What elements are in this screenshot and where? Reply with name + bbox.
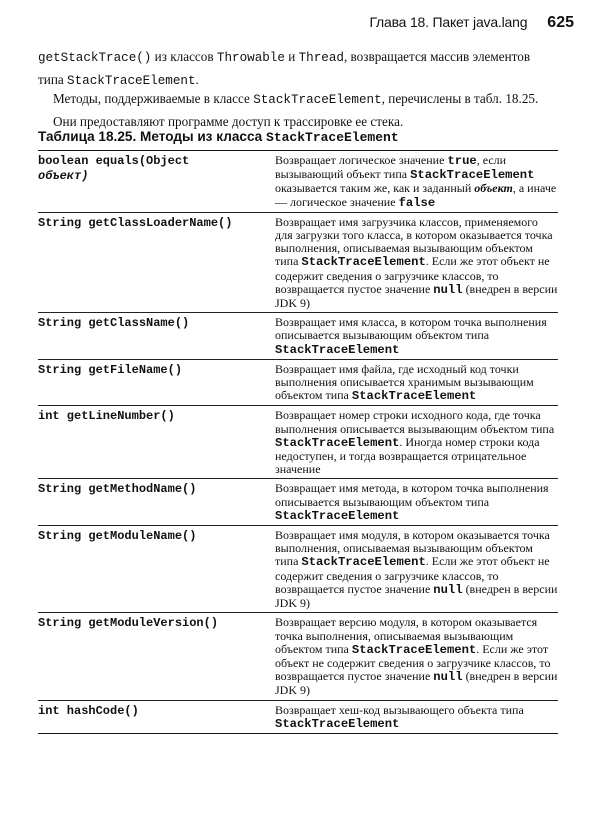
code-StackTraceElement: StackTraceElement bbox=[253, 93, 382, 107]
desc-param: объект bbox=[474, 181, 513, 196]
code-StackTraceElement: StackTraceElement bbox=[301, 555, 426, 570]
sig-text: boolean equals(Object bbox=[38, 154, 190, 168]
text: , перечислены в табл. 18.25. Они предоставляют программе доступ к трассировке ее стека. bbox=[53, 91, 539, 129]
running-head bbox=[369, 14, 574, 36]
intro-paragraph-2 bbox=[38, 88, 558, 132]
caption-class: StackTraceElement bbox=[266, 130, 399, 145]
sig-param: объект) bbox=[38, 169, 89, 183]
method-description bbox=[275, 406, 558, 479]
method-signature: String getMethodName() bbox=[38, 482, 197, 497]
desc-text: . Если же этот объект не содержит сведения о загрузчике классов, то возвращается пустое значение bbox=[275, 554, 550, 596]
code-null: null bbox=[433, 670, 463, 685]
table-row bbox=[38, 359, 558, 406]
method-description bbox=[275, 479, 558, 526]
text: , возвращается массив элементов типа bbox=[38, 49, 531, 87]
method-description bbox=[275, 526, 558, 613]
method-description bbox=[275, 151, 558, 213]
text: и bbox=[284, 49, 299, 64]
caption-text: Таблица 18.25. Методы из класса bbox=[38, 129, 267, 144]
desc-text: Возвращает имя класса, в котором точка выполнения описывается вызывающим объектом типа bbox=[275, 315, 547, 343]
desc-text: (внедрен в версии JDK 9) bbox=[275, 581, 558, 611]
method-description bbox=[275, 700, 558, 733]
code-true: true bbox=[447, 154, 477, 168]
desc-text: Возвращает имя загрузчика классов, применяемого для загрузки того класса, в котором оказывается точка выполнения, описываемая вызывающим объектом типа bbox=[275, 214, 553, 269]
method-signature: String getModuleName() bbox=[38, 529, 197, 544]
desc-text: оказывается таким же, как и заданный bbox=[275, 181, 475, 196]
method-description bbox=[275, 613, 558, 700]
text: из классов bbox=[151, 49, 217, 64]
desc-text: Возвращает хеш-код вызывающего объекта типа bbox=[275, 702, 524, 717]
desc-text: . Если же этот объект не содержит сведения о загрузчике классов, то возвращается пустое значение bbox=[275, 254, 550, 296]
table-caption bbox=[38, 129, 399, 145]
desc-text: . Иногда номер строки кода недоступен, и тогда возвращается отрицательное значение bbox=[275, 434, 540, 477]
table-row bbox=[38, 526, 558, 613]
desc-text: , если вызывающий объект типа bbox=[275, 153, 507, 182]
desc-text: Возвращает номер строки исходного кода, где точка выполнения описывается вызывающим объектом типа bbox=[275, 408, 555, 436]
text: . bbox=[195, 72, 199, 87]
table-row bbox=[38, 700, 558, 733]
code-StackTraceElement: StackTraceElement bbox=[275, 508, 400, 523]
code-getStackTrace: getStackTrace() bbox=[38, 51, 152, 65]
page-number: 625 bbox=[547, 14, 574, 31]
code-false: false bbox=[398, 195, 436, 210]
desc-text: Возвращает имя файла, где исходный код точки выполнения описывается хранимым вызывающим объектом типа bbox=[275, 361, 534, 403]
desc-text: Возвращает имя метода, в котором точка выполнения описывается вызывающим объектом типа bbox=[275, 481, 549, 509]
method-description bbox=[275, 313, 558, 360]
code-StackTraceElement: StackTraceElement bbox=[275, 435, 400, 450]
method-description bbox=[275, 212, 558, 312]
methods-table bbox=[38, 150, 558, 734]
code-StackTraceElement: StackTraceElement bbox=[301, 255, 426, 270]
desc-text: Возвращает логическое значение bbox=[275, 153, 448, 167]
code-StackTraceElement: StackTraceElement bbox=[351, 642, 477, 657]
code-Throwable: Throwable bbox=[216, 51, 285, 65]
desc-text: (внедрен в версии JDK 9) bbox=[275, 281, 558, 311]
method-signature: String getFileName() bbox=[38, 362, 183, 377]
code-null: null bbox=[433, 582, 463, 597]
table-row bbox=[38, 479, 558, 526]
code-null: null bbox=[433, 282, 463, 297]
table-row bbox=[38, 406, 558, 479]
code-StackTraceElement: StackTraceElement bbox=[67, 74, 196, 88]
method-signature: int getLineNumber() bbox=[38, 409, 175, 424]
table-row bbox=[38, 151, 558, 213]
intro-paragraph-1 bbox=[38, 46, 558, 92]
code-StackTraceElement: StackTraceElement bbox=[410, 168, 535, 183]
code-Thread: Thread bbox=[298, 51, 344, 65]
code-StackTraceElement: StackTraceElement bbox=[275, 342, 400, 357]
desc-text: Возвращает имя модуля, в котором оказывается точка выполнения, описываемая вызывающим объектом типа bbox=[275, 528, 550, 569]
method-signature bbox=[38, 151, 275, 213]
desc-text: Возвращает версию модуля, в котором оказывается точка выполнения, описываемая вызывающим объектом типа bbox=[275, 615, 538, 656]
method-signature: int hashCode() bbox=[38, 703, 139, 718]
table-row bbox=[38, 613, 558, 700]
table-row bbox=[38, 313, 558, 360]
desc-text: , а иначе — логическое значение bbox=[275, 181, 557, 209]
method-signature: String getModuleVersion() bbox=[38, 616, 219, 631]
code-StackTraceElement: StackTraceElement bbox=[275, 716, 400, 731]
method-signature: String getClassLoaderName() bbox=[38, 215, 233, 230]
text: Методы, поддерживаемые в классе bbox=[53, 91, 254, 106]
desc-text: (внедрен в версии JDK 9) bbox=[275, 669, 558, 698]
code-StackTraceElement: StackTraceElement bbox=[351, 389, 477, 404]
table-row bbox=[38, 212, 558, 312]
chapter-title: Глава 18. Пакет java.lang bbox=[369, 14, 528, 30]
desc-text: . Если же этот объект не содержит сведения о загрузчике классов, то возвращается пустое значение bbox=[275, 641, 551, 684]
method-signature: String getClassName() bbox=[38, 316, 190, 331]
method-description bbox=[275, 359, 558, 406]
